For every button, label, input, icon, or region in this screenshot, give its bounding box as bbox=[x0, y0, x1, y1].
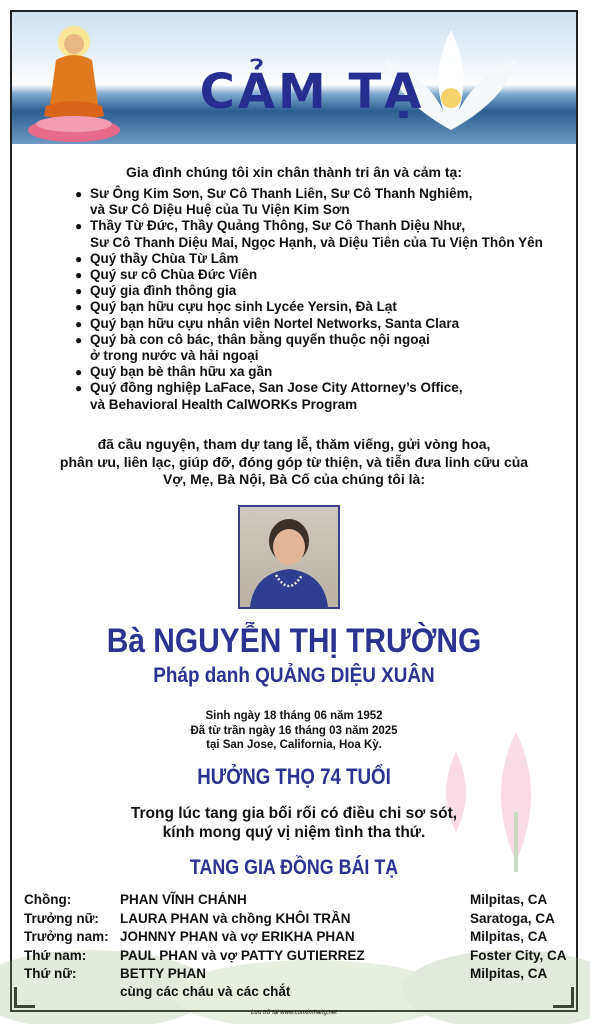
header-banner bbox=[12, 12, 576, 144]
age-text: HƯỞNG THỌ 74 TUỔI bbox=[197, 764, 391, 789]
list-item-text: Quý bạn hữu cựu học sinh Lycée Yersin, Đà Lạt bbox=[90, 299, 397, 315]
apology-line: kính mong quý vị niệm tình tha thứ. bbox=[162, 824, 426, 841]
thanks-line: Vợ, Mẹ, Bà Nội, Bà Cố của chúng tôi là: bbox=[163, 471, 425, 487]
thanks-body bbox=[12, 436, 576, 489]
relation-label: Trưởng nam: bbox=[24, 929, 109, 944]
bullet-icon: ● bbox=[75, 332, 83, 347]
member-location: Milpitas, CA bbox=[470, 966, 548, 981]
death-place: tại San Jose, California, Hoa Kỳ. bbox=[206, 739, 382, 751]
list-item bbox=[72, 332, 572, 364]
bullet-icon: ● bbox=[75, 268, 83, 283]
list-item bbox=[72, 251, 572, 267]
list-item-text: và Sư Cô Diệu Huệ của Tu Viện Kim Sơn bbox=[90, 202, 350, 218]
list-item-text: Quý đồng nghiệp LaFace, San Jose City Attorney’s Office, bbox=[90, 380, 463, 396]
list-item-text: Quý bạn bè thân hữu xa gần bbox=[90, 364, 273, 380]
birth-date: Sinh ngày 18 tháng 06 năm 1952 bbox=[205, 710, 383, 722]
relation-label: Thứ nữ: bbox=[24, 966, 77, 981]
bullet-icon: ● bbox=[75, 316, 83, 331]
member-names: LAURA PHAN và chồng KHÔI TRẦN bbox=[120, 910, 351, 926]
apology-line: Trong lúc tang gia bối rối có điều chi sơ sót, bbox=[130, 805, 458, 822]
deceased-name: Bà NGUYỄN THỊ TRƯỜNG bbox=[106, 622, 482, 660]
list-item-text: Quý gia đình thông gia bbox=[90, 283, 237, 299]
bullet-icon: ● bbox=[75, 219, 83, 234]
list-item-text: Quý thầy Chùa Từ Lâm bbox=[90, 250, 239, 266]
family-title: TANG GIA ĐỒNG BÁI TẠ bbox=[189, 856, 399, 879]
member-location: Saratoga, CA bbox=[470, 910, 555, 926]
list-item bbox=[72, 316, 572, 332]
death-date: Đã từ trần ngày 16 tháng 03 năm 2025 bbox=[190, 724, 398, 737]
family-row bbox=[24, 929, 576, 948]
member-location: Foster City, CA bbox=[470, 947, 567, 963]
family-list bbox=[24, 892, 576, 985]
bullet-icon: ● bbox=[75, 284, 83, 299]
family-closing: cùng các cháu và các chắt bbox=[120, 984, 291, 999]
member-names: PAUL PHAN và vợ PATTY GUTIERREZ bbox=[120, 947, 365, 963]
member-names: JOHNNY PHAN và vợ ERIKHA PHAN bbox=[120, 929, 355, 944]
bullet-icon: ● bbox=[75, 251, 83, 266]
list-item bbox=[72, 267, 572, 283]
list-item-text: Sư Cô Thanh Diệu Mai, Ngọc Hạnh, và Diệu Tiên của Tu Viện Thôn Yên bbox=[90, 234, 543, 250]
portrait-photo bbox=[238, 505, 340, 609]
list-item bbox=[72, 186, 572, 218]
dates-block bbox=[12, 709, 576, 753]
list-item bbox=[72, 380, 572, 412]
member-names: BETTY PHAN bbox=[120, 966, 207, 981]
member-location: Milpitas, CA bbox=[470, 892, 548, 907]
list-item-text: Quý sư cô Chùa Đức Viên bbox=[90, 267, 258, 283]
thanks-line: đã cầu nguyện, tham dự tang lễ, thăm viếng, gửi vòng hoa, bbox=[97, 436, 491, 452]
page-frame bbox=[10, 10, 578, 1016]
family-row bbox=[24, 948, 576, 967]
intro-text: Gia đình chúng tôi xin chân thành tri ân và cảm tạ: bbox=[125, 164, 463, 180]
member-location: Milpitas, CA bbox=[470, 929, 548, 944]
family-row bbox=[24, 966, 576, 985]
bullet-icon: ● bbox=[75, 365, 83, 380]
list-item bbox=[72, 283, 572, 299]
portrait-image bbox=[240, 507, 338, 607]
thanks-list bbox=[72, 186, 572, 413]
list-item bbox=[72, 364, 572, 380]
member-names: PHAN VĨNH CHÁNH bbox=[120, 892, 247, 907]
relation-label: Chồng: bbox=[24, 892, 72, 907]
list-item bbox=[72, 218, 572, 250]
bullet-icon: ● bbox=[75, 381, 83, 396]
archive-credit: Lưu trữ tại www.conximhang.net bbox=[251, 1010, 337, 1016]
list-item-text: ở trong nước và hải ngoại bbox=[90, 348, 259, 364]
relation-label: Trưởng nữ: bbox=[24, 910, 99, 926]
list-item-text: Sư Ông Kim Sơn, Sư Cô Thanh Liên, Sư Cô Thanh Nghiêm, bbox=[90, 186, 473, 201]
bullet-icon: ● bbox=[75, 300, 83, 315]
buddha-image bbox=[22, 12, 152, 144]
list-item-text: và Behavioral Health CalWORKs Program bbox=[90, 396, 358, 412]
family-row bbox=[24, 892, 576, 911]
list-item-text: Quý bà con cô bác, thân bằng quyến thuộc nội ngoại bbox=[90, 331, 430, 347]
list-item-text: Quý bạn hữu cựu nhân viên Nortel Networks, Santa Clara bbox=[90, 315, 460, 331]
bullet-icon: ● bbox=[75, 187, 83, 201]
dharma-name: Pháp danh QUẢNG DIỆU XUÂN bbox=[153, 664, 435, 687]
relation-label: Thứ nam: bbox=[24, 947, 87, 963]
thanks-line: phân ưu, liên lạc, giúp đỡ, đóng góp từ thiện, và tiễn đưa linh cữu của bbox=[59, 453, 529, 470]
list-item bbox=[72, 299, 572, 315]
apology-text bbox=[12, 804, 576, 842]
list-item-text: Thầy Từ Đức, Thầy Quảng Thông, Sư Cô Thanh Diệu Như, bbox=[90, 218, 466, 234]
banner-title: CẢM TẠ bbox=[199, 64, 425, 120]
family-row bbox=[24, 911, 576, 930]
